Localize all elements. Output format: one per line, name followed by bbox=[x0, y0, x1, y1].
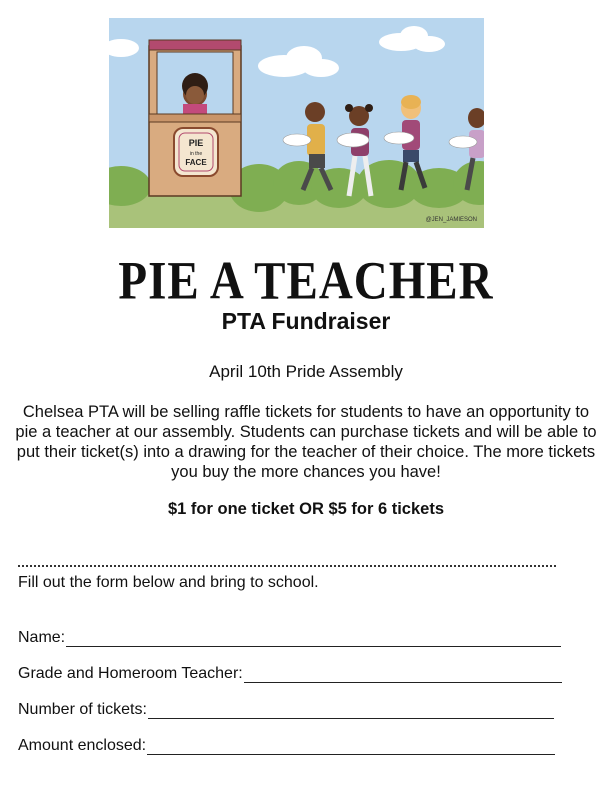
booth-sign-in-the: in the bbox=[189, 151, 203, 157]
page-subtitle: PTA Fundraiser bbox=[221, 308, 391, 334]
booth-sign-face: FACE bbox=[185, 158, 207, 167]
grade-homeroom-field-label: Grade and Homeroom Teacher: bbox=[18, 665, 243, 682]
form-instruction: Fill out the form below and bring to school. bbox=[18, 574, 319, 591]
grade-homeroom-field-line[interactable] bbox=[244, 666, 562, 683]
cut-line-divider bbox=[18, 565, 556, 567]
pie-in-the-face-illustration bbox=[109, 18, 484, 228]
name-field-line[interactable] bbox=[66, 630, 561, 647]
amount-enclosed-field-label: Amount enclosed: bbox=[18, 737, 147, 754]
booth bbox=[149, 40, 241, 196]
ticket-pricing: $1 for one ticket OR $5 for 6 tickets bbox=[167, 500, 444, 518]
name-field-label: Name: bbox=[18, 629, 66, 646]
event-description: Chelsea PTA will be selling raffle tickets for students to have an opportunity to pie a teacher at our assembly. Students can purchase tickets and will be able to put their ticket(s) into a drawing for the teacher of their choice. The more tickets you buy the more chances you have! bbox=[15, 403, 597, 481]
event-date: April 10th Pride Assembly bbox=[209, 362, 403, 381]
amount-enclosed-field-row bbox=[18, 735, 555, 755]
number-of-tickets-field-line[interactable] bbox=[148, 702, 554, 719]
page-title: PIE A TEACHER bbox=[118, 251, 494, 311]
name-field-row bbox=[18, 627, 561, 647]
grade-homeroom-field-row bbox=[18, 663, 562, 683]
number-of-tickets-field-label: Number of tickets: bbox=[18, 701, 147, 718]
booth-sign-pie: PIE bbox=[188, 138, 204, 148]
number-of-tickets-field-row bbox=[18, 699, 554, 719]
illustration-credit: @JEN_JAMIESON bbox=[425, 217, 477, 223]
amount-enclosed-field-line[interactable] bbox=[147, 738, 555, 755]
